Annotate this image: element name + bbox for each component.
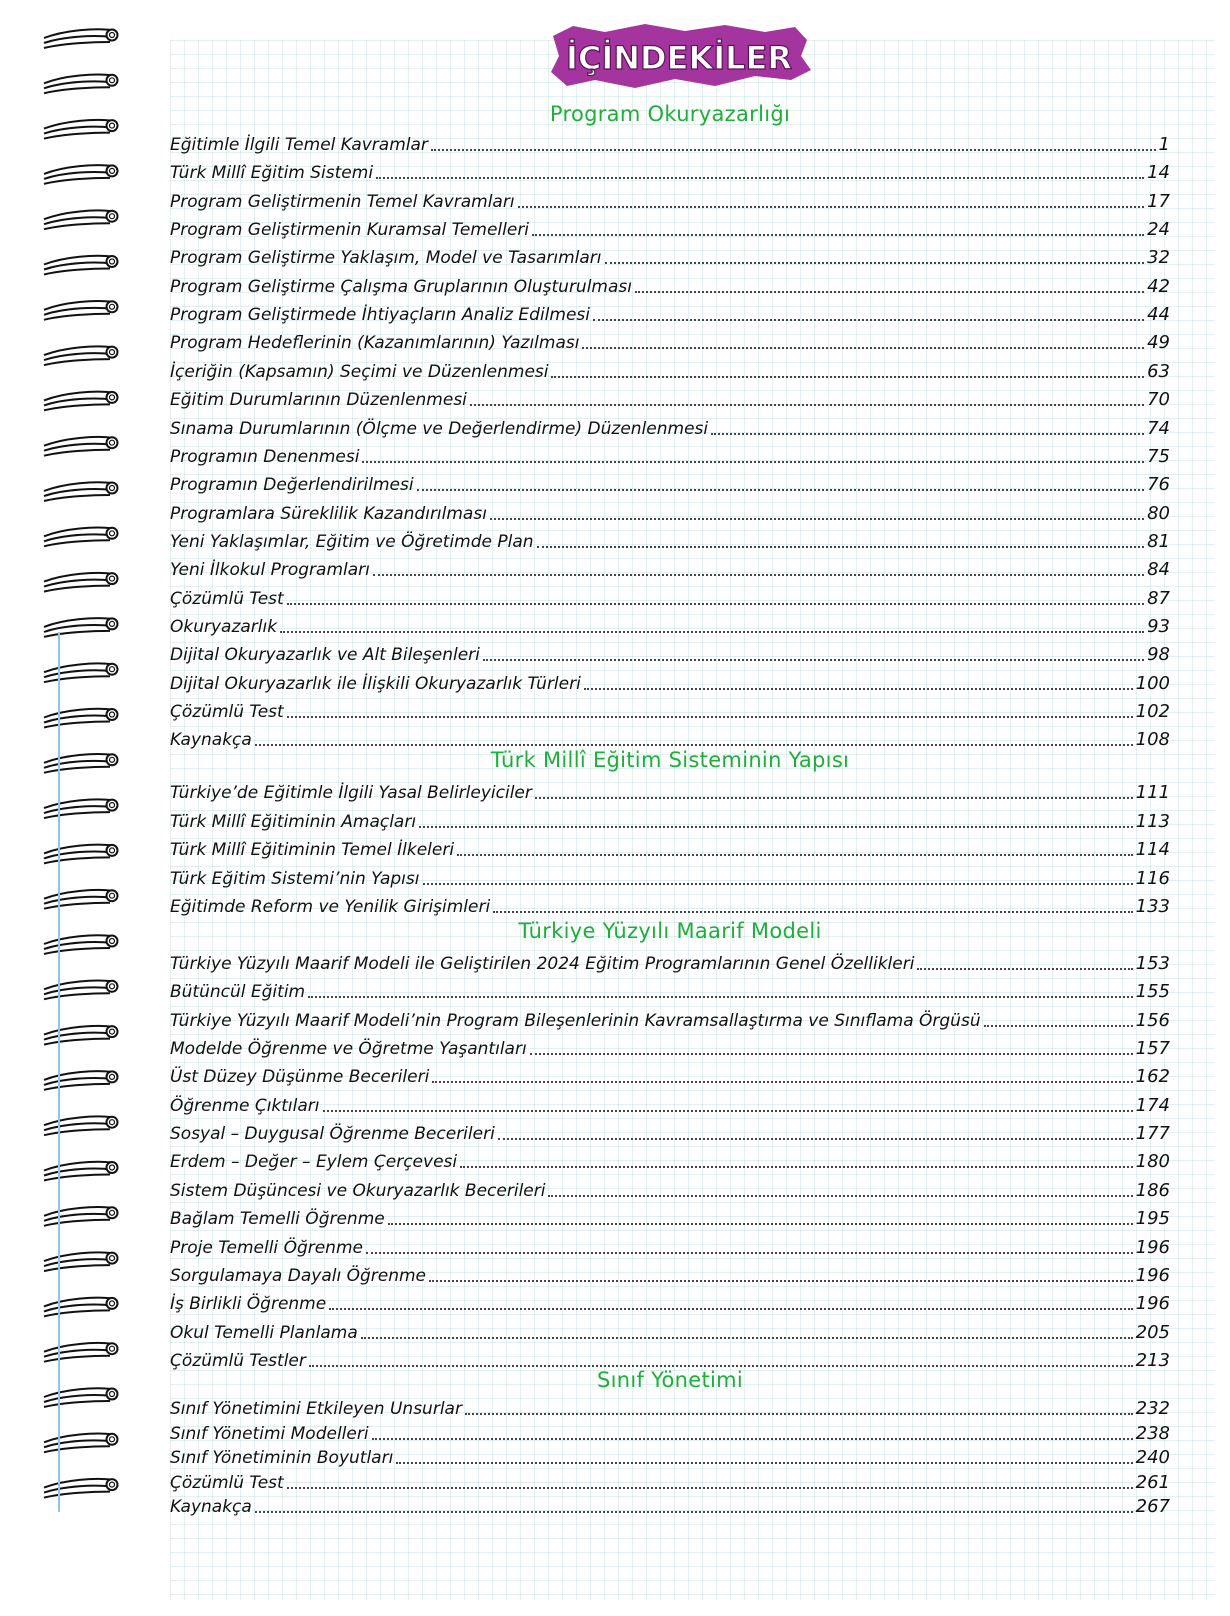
dot-leader [498,1138,1133,1140]
toc-entry-label: Sınama Durumlarının (Ölçme ve Değerlendirme) Düzenlenmesi [170,418,709,439]
dot-leader [417,489,1144,491]
toc-entry-label: Çözümlü Test [170,1472,284,1493]
dot-leader [457,854,1133,856]
toc-entry-page: 155 [1135,981,1170,1003]
dot-leader [361,1337,1133,1339]
toc-entry[interactable] [170,669,1170,695]
toc-entry-page: 93 [1147,615,1170,637]
toc-entry-page: 1 [1158,134,1170,155]
toc-entry[interactable] [170,130,1170,156]
toc-entry[interactable] [170,1006,1170,1032]
dot-leader [287,603,1144,605]
spiral-coil [44,618,118,637]
toc-entry-label: Türkiye Yüzyılı Maarif Modeli’nin Program Bileşenlerinin Kavramsallaştırma ve Sınıflama Örgüsü [170,1010,981,1031]
toc-entry-page: 156 [1135,1009,1170,1031]
toc-entry[interactable] [170,778,1170,804]
toc-entry-label: Sistem Düşüncesi ve Okuryazarlık Becerileri [170,1180,546,1201]
dot-leader [605,262,1145,264]
dot-leader [431,149,1156,151]
dot-leader [537,546,1145,548]
toc-entry-page: 196 [1135,1264,1170,1286]
toc-entry[interactable] [170,1419,1170,1445]
toc-entry-label: Program Geliştirme Çalışma Gruplarının Oluşturulması [170,276,632,297]
spiral-coil [44,210,118,229]
toc-entry-label: Dijital Okuryazarlık ile İlişkili Okuryazarlık Türleri [170,673,581,694]
dot-leader [255,744,1133,746]
dot-leader [493,911,1132,913]
toc-entry-label: Kaynakça [170,730,252,751]
spiral-coil [44,1434,118,1453]
toc-entry[interactable] [170,1443,1170,1469]
dot-leader [535,797,1133,799]
spiral-binding [40,14,130,1514]
toc-entry[interactable] [170,1261,1170,1287]
spiral-coil [44,799,118,818]
dot-leader [635,291,1144,293]
toc-entry-label: Sosyal – Duygusal Öğrenme Becerileri [170,1124,495,1145]
toc-entry-label: Program Hedeflerinin (Kazanımlarının) Yazılması [170,333,580,354]
dot-leader [711,433,1144,435]
toc-entry-page: 177 [1135,1123,1170,1145]
toc-entry-label: Program Geliştirmede İhtiyaçların Analiz Edilmesi [170,305,590,326]
toc-entry[interactable] [170,1119,1170,1145]
toc-entry-page: 111 [1135,782,1170,803]
spiral-coil [44,482,118,501]
section-heading: Program Okuryazarlığı [549,102,791,126]
spiral-coil [44,1343,118,1362]
spiral-coil [44,754,118,773]
toc-entry[interactable] [170,807,1170,833]
spiral-coil [44,981,118,1000]
spiral-coil [44,1298,118,1317]
dot-leader [432,1081,1132,1083]
toc-entry-page: 102 [1135,701,1170,722]
toc-entry-page: 81 [1147,530,1170,552]
toc-entry[interactable] [170,835,1170,861]
toc-entry-page: 75 [1147,445,1170,467]
dot-leader [460,1166,1133,1168]
toc-entry[interactable] [170,1394,1170,1420]
toc-entry[interactable] [170,1492,1170,1518]
toc-entry-page: 114 [1135,839,1170,860]
toc-entry-label: Program Geliştirmenin Kuramsal Temelleri [170,220,530,241]
spiral-coil [44,663,118,682]
toc-entry-label: Türk Eğitim Sistemi’nin Yapısı [170,868,420,889]
toc-entry-page: 196 [1135,1236,1170,1258]
toc-entry-label: Erdem – Değer – Eylem Çerçevesi [170,1152,458,1173]
toc-entry-label: Okul Temelli Planlama [170,1322,358,1343]
spiral-coil [44,1116,118,1135]
toc-entry[interactable] [170,187,1170,213]
margin-line [58,632,60,1512]
toc-entry[interactable] [170,499,1170,525]
spiral-coil [44,1479,118,1498]
toc-entry-label: İş Birlikli Öğrenme [170,1294,327,1315]
toc-entry-label: Türkiye Yüzyılı Maarif Modeli ile Geliştirilen 2024 Eğitim Programlarının Genel Özellikleri [170,954,915,974]
dot-leader [388,1223,1133,1225]
dot-leader [917,968,1132,970]
toc-entry[interactable] [170,442,1170,468]
toc-entry-page: 17 [1147,190,1170,212]
dot-leader [323,1110,1133,1112]
dot-leader [532,234,1144,236]
toc-entry-page: 261 [1135,1471,1170,1493]
dot-leader [470,404,1144,406]
toc-entry[interactable] [170,1233,1170,1259]
toc-entry-page: 100 [1135,672,1170,694]
dot-leader [465,1413,1133,1415]
toc-entry-label: Program Geliştirme Yaklaşım, Model ve Tasarımları [170,248,602,269]
toc-entry-label: Modelde Öğrenme ve Öğretme Yaşantıları [170,1039,527,1060]
spiral-coil [44,437,118,456]
toc-entry-label: Programlara Süreklilik Kazandırılması [170,503,487,524]
spiral-coil [44,1162,118,1181]
toc-entry-page: 238 [1135,1422,1170,1444]
toc-entry-label: Sınıf Yönetiminin Boyutları [170,1448,394,1468]
dot-leader [280,631,1144,633]
toc-entry-page: 196 [1135,1293,1170,1315]
toc-entry[interactable] [170,357,1170,383]
toc-entry[interactable] [170,1204,1170,1230]
toc-entry-label: Çözümlü Testler [170,1350,306,1371]
section-heading: Sınıf Yönetimi [596,1368,744,1392]
dot-leader [530,1053,1133,1055]
toc-entry[interactable] [170,328,1170,354]
dot-leader [373,574,1144,576]
toc-entry[interactable] [170,1062,1170,1088]
dot-leader [490,518,1144,520]
toc-entry[interactable] [170,1289,1170,1315]
toc-entry-label: Eğitimle İlgili Temel Kavramlar [170,135,428,155]
toc-entry-page: 180 [1135,1151,1170,1173]
toc-entry[interactable] [170,697,1170,723]
toc-entry-page: 108 [1135,729,1170,751]
toc-entry-label: Türkiye’de Eğitimle İlgili Yasal Belirleyiciler [170,783,532,803]
toc-entry[interactable] [170,1468,1170,1494]
dot-leader [584,688,1133,690]
toc-entry[interactable] [170,949,1170,975]
toc-entry-page: 116 [1135,867,1170,889]
toc-entry-label: Programın Denenmesi [170,446,360,467]
dot-leader [593,319,1144,321]
toc-entry-page: 98 [1147,644,1170,666]
toc-entry[interactable] [170,555,1170,581]
dot-leader [518,206,1145,208]
spiral-coil [44,165,118,184]
dot-leader [329,1308,1132,1310]
toc-entry-label: Sınıf Yönetimini Etkileyen Unsurlar [170,1399,462,1419]
toc-entry[interactable] [170,158,1170,184]
toc-entry-page: 14 [1147,162,1170,184]
toc-entry-page: 133 [1135,896,1170,917]
toc-entry[interactable] [170,977,1170,1003]
spiral-coil [44,1207,118,1226]
toc-entry-label: Programın Değerlendirilmesi [170,475,414,496]
spiral-coil [44,29,118,48]
page-title [545,22,813,92]
dot-leader [287,716,1133,718]
spiral-coil [44,890,118,909]
toc-entry-page: 186 [1135,1179,1170,1201]
toc-entry-page: 113 [1135,810,1170,832]
spiral-coil [44,75,118,94]
toc-entry[interactable] [170,1034,1170,1060]
toc-entry-label: Bağlam Temelli Öğrenme [170,1209,385,1230]
spiral-coil [44,1252,118,1271]
toc-entry[interactable] [170,1091,1170,1117]
spiral-coil [44,1026,118,1045]
toc-entry[interactable] [170,1147,1170,1173]
toc-entry-page: 74 [1147,417,1170,439]
dot-leader [483,659,1144,661]
dot-leader [419,826,1133,828]
toc-entry-label: Bütüncül Eğitim [170,982,306,1003]
toc-entry-label: Yeni Yaklaşımlar, Eğitim ve Öğretimde Plan [170,531,534,552]
toc-entry-label: Çözümlü Test [170,588,284,609]
toc-entry-label: Öğrenme Çıktıları [170,1095,320,1116]
toc-entry[interactable] [170,215,1170,241]
toc-entry-page: 84 [1147,559,1170,581]
toc-entry[interactable] [170,584,1170,610]
dot-leader [372,1438,1133,1440]
toc-entry-page: 63 [1147,360,1170,382]
toc-entry[interactable] [170,385,1170,411]
dot-leader [287,1487,1133,1489]
toc-entry-label: Üst Düzey Düşünme Becerileri [170,1067,430,1088]
dot-leader [308,996,1133,998]
toc-entry[interactable] [170,864,1170,890]
toc-entry-page: 76 [1147,474,1170,496]
dot-leader [396,1462,1132,1464]
spiral-coil [44,1071,118,1090]
toc-entry-page: 24 [1147,219,1170,241]
spiral-coil [44,845,118,864]
toc-entry-label: Kaynakça [170,1497,252,1517]
toc-entry[interactable] [170,640,1170,666]
toc-entry-label: Eğitimde Reform ve Yenilik Girişimleri [170,897,491,917]
toc-entry-page: 153 [1135,953,1170,974]
spiral-coil [44,709,118,728]
toc-entry-page: 32 [1147,247,1170,269]
section-heading: Türk Millî Eğitim Sisteminin Yapısı [490,748,850,772]
toc-entry-label: Eğitim Durumlarının Düzenlenmesi [170,390,467,411]
spiral-coil [44,935,118,954]
toc-entry-page: 44 [1147,304,1170,326]
dot-leader [423,883,1133,885]
toc-entry[interactable] [170,243,1170,269]
toc-entry[interactable] [170,272,1170,298]
toc-entry-page: 157 [1135,1038,1170,1060]
toc-entry-label: Sorgulamaya Dayalı Öğrenme [170,1265,426,1286]
toc-entry-label: Yeni İlkokul Programları [170,560,370,581]
spiral-coil [44,528,118,547]
dot-leader [255,1511,1133,1513]
toc-entry[interactable] [170,1176,1170,1202]
dot-leader [362,461,1144,463]
toc-entry-page: 205 [1135,1321,1170,1343]
dot-leader [366,1252,1133,1254]
spiral-coil [44,392,118,411]
dot-leader [376,177,1144,179]
toc-entry-page: 174 [1135,1094,1170,1116]
toc-entry-page: 70 [1147,389,1170,411]
toc-entry-label: Okuryazarlık [170,616,278,637]
toc-entry-page: 49 [1147,332,1170,354]
toc-entry[interactable] [170,300,1170,326]
toc-entry-label: Türk Millî Eğitim Sistemi [170,163,374,184]
toc-entry[interactable] [170,527,1170,553]
toc-entry-page: 232 [1135,1398,1170,1419]
toc-entry-page: 80 [1147,502,1170,524]
title-badge [545,22,813,92]
toc-entry[interactable] [170,612,1170,638]
toc-entry[interactable] [170,470,1170,496]
toc-entry-label: Türk Millî Eğitiminin Temel İlkeleri [170,840,455,860]
toc-entry[interactable] [170,892,1170,918]
section-heading: Türkiye Yüzyılı Maarif Modeli [518,919,822,943]
dot-leader [309,1365,1133,1367]
spiral-coil [44,1388,118,1407]
spiral-coil [44,346,118,365]
toc-entry-label: Program Geliştirmenin Temel Kavramları [170,191,515,212]
spiral-coil [44,120,118,139]
toc-entry-page: 162 [1135,1066,1170,1088]
dot-leader [429,1280,1133,1282]
dot-leader [548,1195,1132,1197]
toc-entry-label: Proje Temelli Öğrenme [170,1237,363,1258]
toc-entry-page: 267 [1135,1496,1170,1517]
spiral-coil [44,301,118,320]
toc-entry-page: 240 [1135,1447,1170,1468]
toc-entry-page: 42 [1147,275,1170,297]
toc-entry-page: 213 [1135,1349,1170,1371]
title-text: İÇİNDEKİLER [565,39,793,77]
toc-entry-label: Dijital Okuryazarlık ve Alt Bileşenleri [170,645,480,666]
dot-leader [582,347,1144,349]
toc-entry[interactable] [170,1318,1170,1344]
dot-leader [984,1025,1133,1027]
toc-entry-page: 195 [1135,1208,1170,1230]
toc-entry[interactable] [170,414,1170,440]
toc-entry-page: 87 [1147,587,1170,609]
dot-leader [551,376,1144,378]
toc-entry-label: Sınıf Yönetimi Modelleri [170,1423,369,1444]
toc-entry-label: İçeriğin (Kapsamın) Seçimi ve Düzenlenmesi [170,361,549,382]
toc-entry-label: Çözümlü Test [170,702,284,722]
spiral-coil [44,256,118,275]
toc-entry-label: Türk Millî Eğitiminin Amaçları [170,811,417,832]
spiral-coil [44,573,118,592]
